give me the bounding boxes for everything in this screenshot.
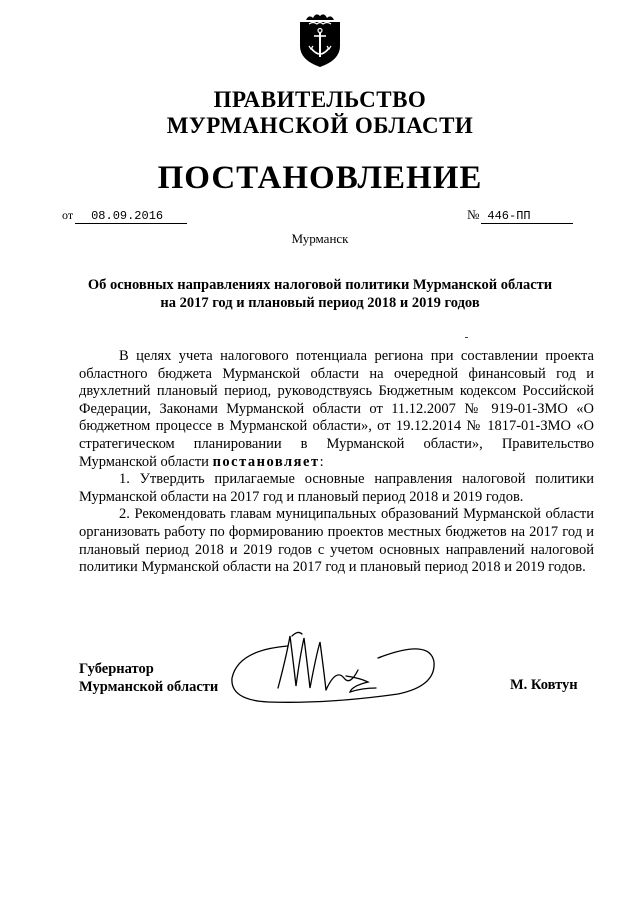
resolves-colon: : [319, 453, 324, 470]
signatory-title [79, 660, 218, 696]
document-subject [70, 276, 570, 312]
item-2-paragraph: 2. Рекомендовать главам муниципальных образований Мурманской области организовать работу по формированию проектов местных бюджетов на 2017 год и плановый период 2018 и 2019 годов с учетом основных направлений налоговой политики Мурманской области на 2017 год и плановый период 2018 и 2019 годов. [79, 506, 594, 576]
coat-of-arms-icon [297, 12, 343, 68]
date-prefix: от [62, 208, 74, 222]
resolves-word: постановляет [212, 453, 320, 470]
number-prefix: № [467, 207, 480, 222]
signatory-name: М. Ковтун [510, 677, 578, 693]
handwritten-signature-icon [228, 628, 438, 710]
scan-speck [465, 337, 468, 338]
document-date: 08.09.2016 [75, 209, 187, 224]
signatory-title-line1: Губернатор [79, 661, 154, 677]
preamble-paragraph [79, 348, 594, 471]
document-number: 446-ПП [481, 209, 573, 224]
government-title-line2: МУРМАНСКОЙ ОБЛАСТИ [166, 113, 474, 138]
city-name: Мурманск [291, 231, 349, 246]
document-body [79, 348, 594, 577]
item-1-paragraph: 1. Утвердить прилагаемые основные направления налоговой политики Мурманской области на 2017 год и плановый период 2018 и 2019 годов. [79, 471, 594, 505]
preamble-text: В целях учета налогового потенциала региона при составлении проекта областного бюджета Мурманской области на очередной финансовый год и двухлетний плановый период, руководствуясь Бюджетным кодексом Российской Федерации, Законами Мурманской области от 11.12.2007 № 919-01-ЗМО «О бюджетном процессе в Мурманской области», от 19.12.2014 № 1817-01-ЗМО «О стратегическом планировании в Мурманской области», Правительство Мурманской области [79, 348, 594, 470]
government-title-line1: ПРАВИТЕЛЬСТВО [213, 87, 427, 112]
number-field [467, 206, 573, 224]
signatory-title-line2: Мурманской области [79, 679, 219, 695]
subject-line1: Об основных направлениях налоговой политики Мурманской области [87, 277, 553, 293]
document-type-title: ПОСТАНОВЛЕНИЕ [157, 160, 483, 196]
subject-line2: на 2017 год и плановый период 2018 и 2019 годов [160, 295, 480, 311]
date-field [62, 206, 187, 224]
